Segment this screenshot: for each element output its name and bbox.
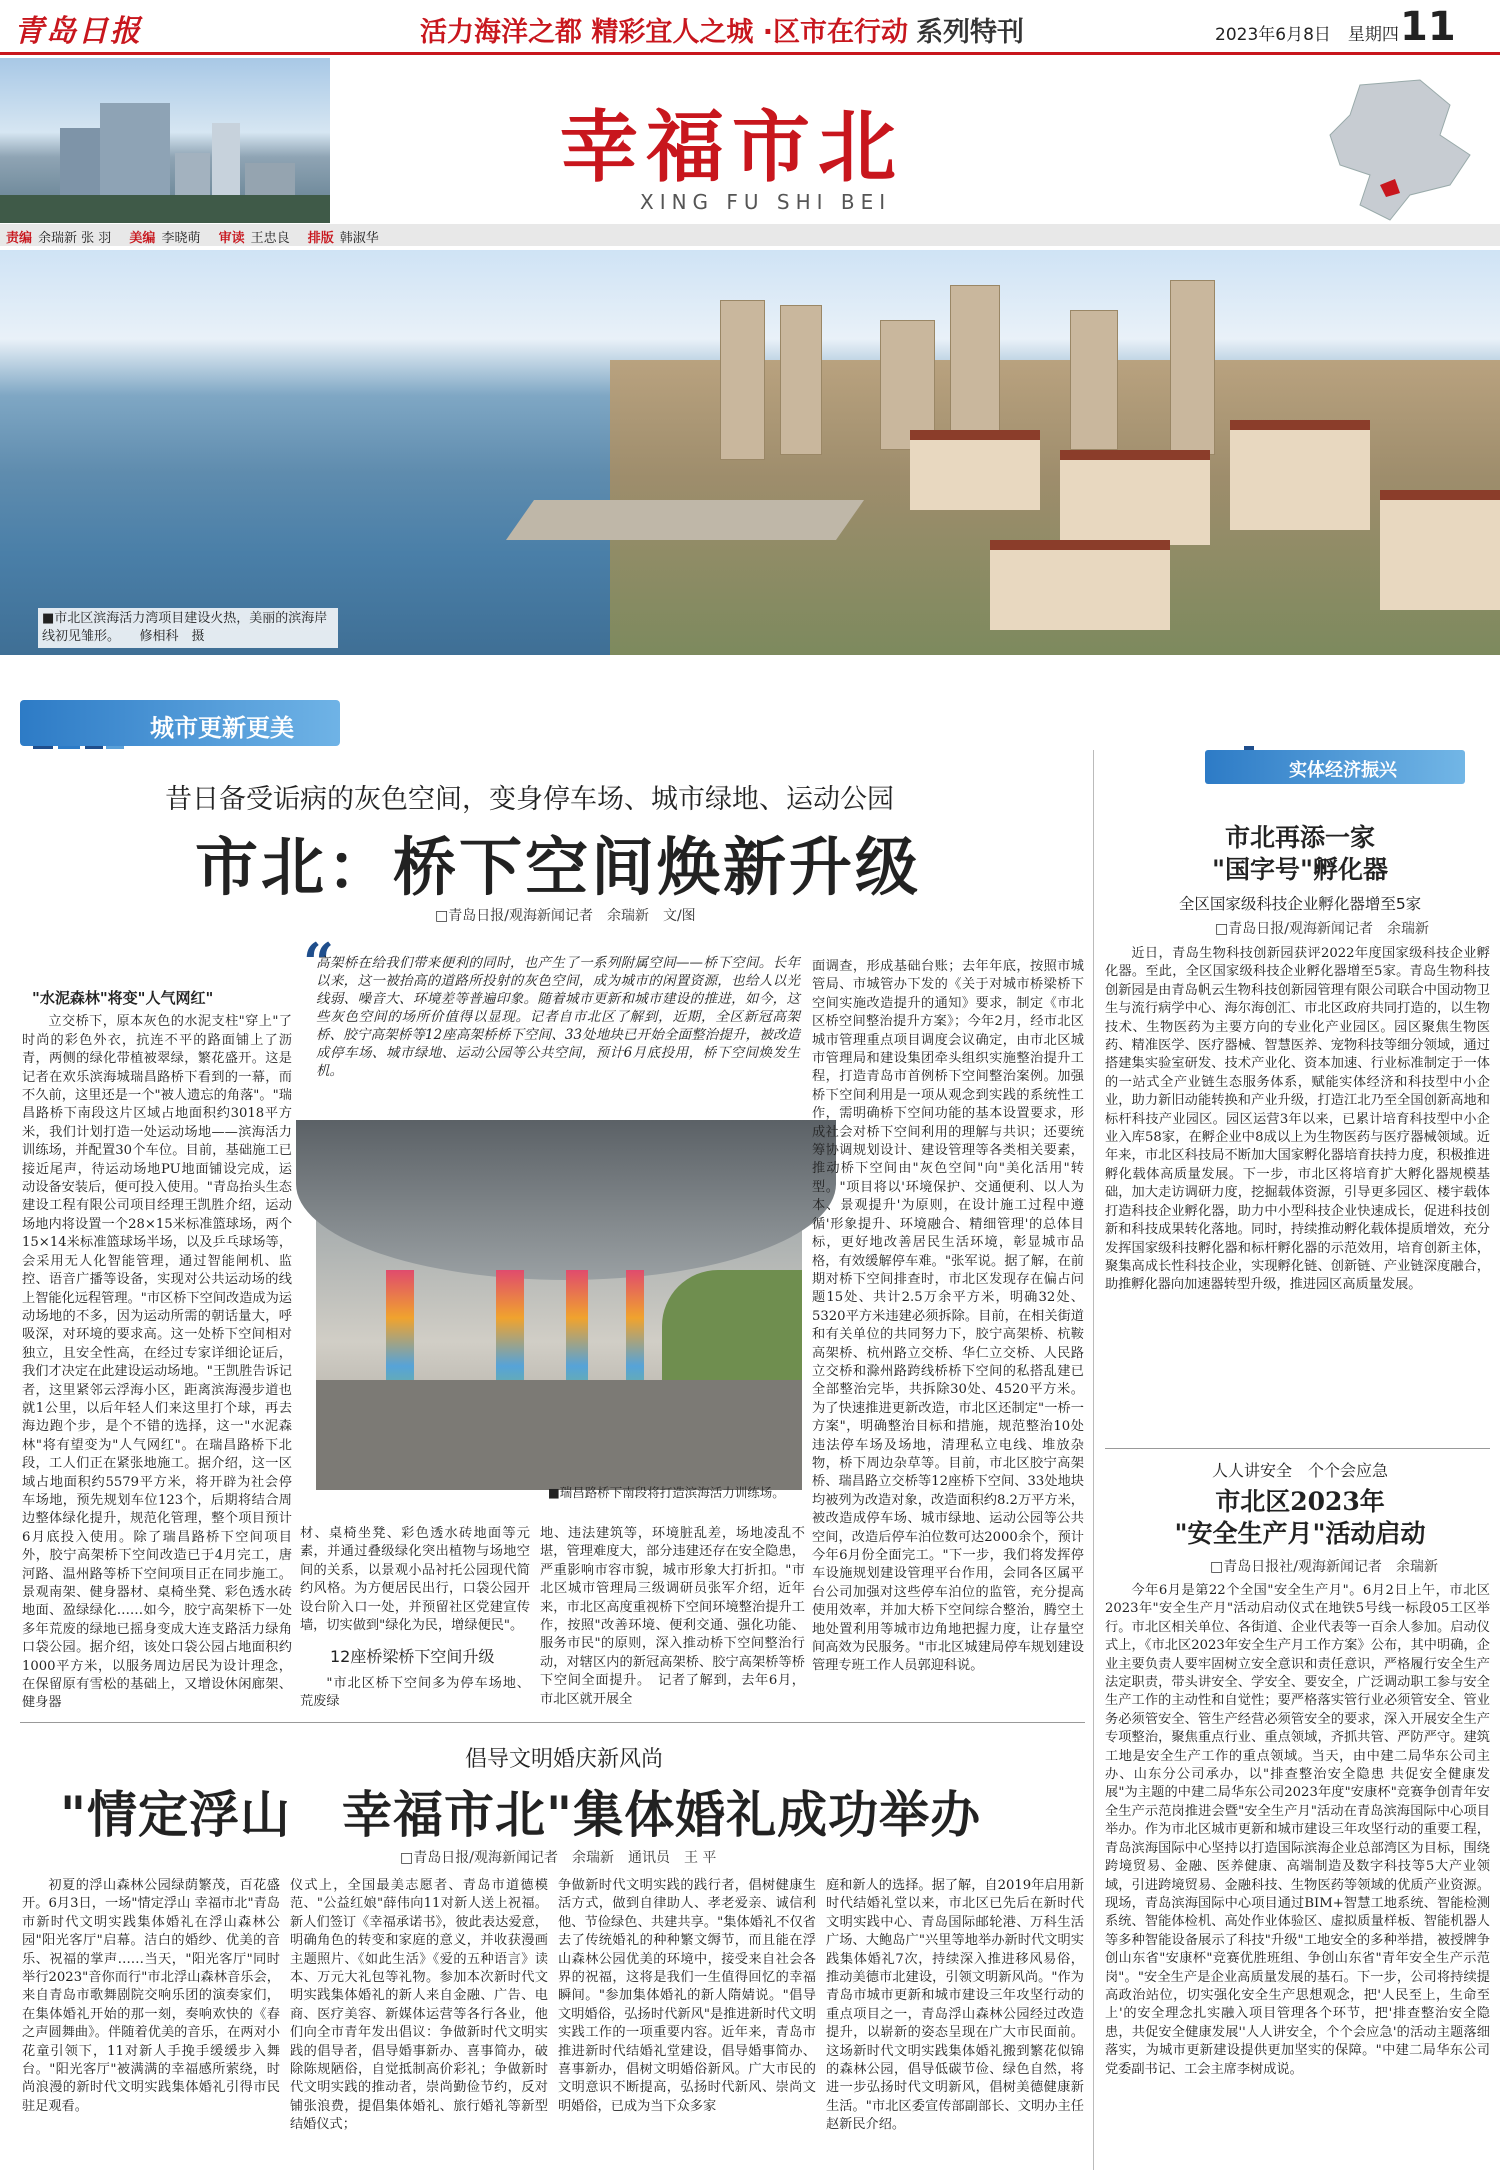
lead-col1-subtitle: "水泥森林"将变"人气网红" <box>32 989 214 1007</box>
section-title: 幸福市北 <box>560 102 905 193</box>
qingdao-map-icon <box>1300 75 1490 225</box>
credit-name: 余瑞新 张 羽 <box>38 231 112 246</box>
lead-col4-text: 面调查，形成基础台账；去年年底，按照市城管局、市城管办下发的《关于对城市桥梁桥下空间实施改造提升的通知》要求，制定《市北区桥空间整治提升方案》；今年2月，经市北区城市管理重点项目调度会议确定，由市北区城市管理局和建设集团牵头组织实施整治提升工程，打造青岛市首例桥下空间整治案例。加强桥下空间利用是一项从观念到实践的系统性工作，需明确桥下空间功能的基本设置要求，形成社会对桥下空间利用的理解与共识；还要统筹协调规划设计、建设管理等各类相关要素，推动桥下空间由"灰色空间"向"美化活用"转型。"项目将以'环境保护、交通便利、以人为本、景观提升'为原则，在设计施工过程中遵循'形象提升、环境融合、精细管理'的总体目标，更好地改善居民生活环境，彰显城市品格，有效缓解停车难。"张军说。据了解，在前期对桥下空间排查时，市北区发现存在偏占问题15处、共计2.5万余平方米，明确32处、5320平方米违建必须拆除。目前，在相关街道和有关单位的共同努力下，胶宁高架桥、杭鞍高架桥、杭州路立交桥、华仁立交桥、人民路立交桥和滁州路跨线桥桥下空间的私搭乱建已全部整治完毕，共拆除30处、4520平方米。为了快速推进更新改造，市北区还制定"一桥一方案"，明确整治目标和措施，规范整治10处违法停车场及场地，清理私立电线、堆放杂物，桥下周边杂草等。目前，市北区胶宁高架桥、瑞昌路立交桥等12座桥下空间、33处地块均被列为改造对象，改造面积约8.2万平方米，被改造成停车场、城市绿地、运动公园等公共空间，改造后停车泊位数可达2000余个，预计今年6月份全面完工。"下一步，我们将发挥停车设施规划建设管理平台作用，会同各区属平台公司加强对这些停车泊位的监管，充分提高使用效率，并加大桥下空间综合整治，腾空土地处置利用等城市边角地把握力度，让存量空间高效为民服务。"市北区城建局停车规划建设管理专班工作人员郭迎科说。 <box>812 959 1084 1674</box>
wedding-col4-text: 庭和新人的选择。据了解，自2019年启用新时代结婚礼堂以来，市北区已先后在新时代文明实践中心、青岛国际邮轮港、万科生活广场、大鲍岛广"兴里等地举办新时代文明实践集体婚礼7次，持续深入推进移风易俗，推动美德市北建设，引领文明新风尚。"作为青岛市城市更新和城市建设三年攻坚行动的重点项目之一，青岛浮山森林公园经过改造提升，以崭新的姿态呈现在广大市民面前。这场新时代文明实践集体婚礼搬到繁花似锦的森林公园，倡导低碳节俭、绿色自然，将进一步弘扬时代文明新风，倡树美德健康新生活。"市北区委宣传部副部长、文明办主任赵新民介绍。 <box>826 1878 1084 2133</box>
side2-headline-line1: 市北区2023年 <box>1215 1487 1385 1516</box>
lead-col2-text: 材、桌椅坐凳、彩色透水砖地面等元素，并通过叠级绿化突出植物与场地空间的关系，以景观小品衬托公园现代简约风格。为方便居民出行，口袋公园开设台阶入口一处，并预留社区党建宣传墙，切实做到"绿化为民，增绿便民"。 <box>300 1526 530 1634</box>
wedding-col2-text: 仪式上，全国最美志愿者、青岛市道德模范、"公益红娘"薛伟向11对新人送上祝福。新人们签订《幸福承诺书》，彼此表达爱意，明确角色的转变和家庭的意义，并收获漫画主题照片、《如此生活》《爱的五种语言》读本、万元大礼包等礼物。参加本次新时代文明实践集体婚礼的新人来自金融、广告、电商、医疗美容、新媒体运营等各行各业，他们向全市青年发出倡议：争做新时代文明实践的倡导者，倡导婚事新办、喜事简办，破除陈规陋俗，自觉抵制高价彩礼；争做新时代文明实践的推动者，崇尚勤俭节约，反对铺张浪费，提倡集体婚礼、旅行婚礼等新型结婚仪式； <box>290 1878 548 2133</box>
side1-body <box>1105 945 1490 1440</box>
issue-date: 2023年6月8日 星期四 <box>1215 25 1399 45</box>
hero-caption: ■市北区滨海活力湾项目建设火热，美丽的滨海岸线初见雏形。 修相科 摄 <box>38 608 338 648</box>
wedding-column-2 <box>290 1877 548 2170</box>
side1-subhead: 全区国家级科技企业孵化器增至5家 <box>1178 895 1422 913</box>
lead-intro-quote <box>300 954 800 1084</box>
wedding-column-4 <box>826 1877 1084 2170</box>
lead-headline: 市北：桥下空间焕新升级 <box>195 830 921 904</box>
wedding-headline: "情定浮山 幸福市北"集体婚礼成功举办 <box>60 1785 982 1844</box>
wedding-column-3 <box>558 1877 816 2170</box>
side2-byline: □青岛日报社/观海新闻记者 余瑞新 <box>1210 1559 1438 1575</box>
side1-body-text: 近日，青岛生物科技创新园获评2022年度国家级科技企业孵化器。至此，全区国家级科技企业孵化器增至5家。青岛生物科技创新园是由青岛帆云生物科技创新园管理有限公司联合中国动物卫生与流行病学中心、海尔海创汇、市北区政府共同打造的，以生物技术、生物医药为主要方向的专业化产业园区。园区聚焦生物医药、精准医学、医疗器械、智慧医养、宠物科技等细分领域，通过搭建集实验室研发、技术产业化、资本加速、行业标准制定于一体的一站式全产业链生态服务体系，赋能实体经济和科技型中小企业，助力新旧动能转换和产业升级，打造江北乃至全国创新高地和标杆科技产业园区。园区运营3年以来，已累计培育科技型中小企业入库58家，在孵企业中8成以上为生物医药与医疗器械领域。近年来，市北区科技局不断加大国家孵化器培育扶持力度，积极推进孵化载体高质量发展。下一步，市北区将培育扩大孵化器规模基础，加大走访调研力度，挖掘载体资源，引导更多园区、楼宇载体打造科技企业孵化器，助力中小型科技企业快速成长，促进科技创新和科技成果转化落地。同时，持续推动孵化载体提质增效，充分发挥国家级科技孵化器和标杆孵化器的示范效用，培育创新主体，聚集高成长性科技企业，实现孵化链、创新链、产业链深度融合，助推孵化器向加速器转型升级，推进园区高质量发展。 <box>1105 946 1490 1293</box>
wedding-byline: □青岛日报/观海新闻记者 余瑞新 通讯员 王 平 <box>400 1850 717 1866</box>
wedding-col1-text: 初夏的浮山森林公园绿荫繁茂，百花盛开。6月3日，一场"情定浮山 幸福市北"青岛市新时代文明实践集体婚礼在浮山森林公园"阳光客厅"启幕。洁白的婚纱、优美的音乐、祝福的掌声……当天，"阳光客厅"同时举行2023"音你而行"市北浮山森林音乐会，来自青岛市歌舞剧院交响乐团的演奏家们，在集体婚礼开始的那一刻，奏响欢快的《春之声圆舞曲》。伴随着优美的音乐，在两对小花童引领下，11对新人手挽手缓缓步入舞台。"阳光客厅"被满满的幸福感所萦绕，时尚浪漫的新时代文明实践集体婚礼引得市民驻足观看。 <box>22 1878 280 2114</box>
lead-subhead: 昔日备受诟病的灰色空间，变身停车场、城市绿地、运动公园 <box>165 784 894 815</box>
section-pinyin: XING FU SHI BEI <box>640 190 892 214</box>
lead-column-1 <box>22 983 292 1711</box>
side1-headline-line2: "国字号"孵化器 <box>1211 855 1389 884</box>
section-label-economy: 实体经济振兴 <box>1205 750 1465 784</box>
sidebar-divider <box>1105 1448 1490 1449</box>
wedding-col3-text: 争做新时代文明实践的践行者，倡树健康生活方式，做到自律助人、孝老爱亲、诚信利他、节俭绿色、共建共享。"集体婚礼不仅省去了传统婚礼的种种繁文缛节，而且能在浮山森林公园优美的环境中，接受来自社会各界的祝福，这将是我们一生值得回忆的幸福瞬间。"参加集体婚礼的新人隋婧说。"倡导文明婚俗，弘扬时代新风"是推进新时代文明实践工作的一项重要内容。近年来，青岛市推进新时代结婚礼堂建设，倡导婚事简办、喜事新办，倡树文明婚俗新风。广大市民的文明意识不断提高，弘扬时代新风、崇尚文明婚俗，已成为当下众多家 <box>558 1878 816 2114</box>
credit-role: 审读 <box>218 231 245 246</box>
lead-col3-text: 地、违法建筑等，环境脏乱差，场地凌乱不堪，管理难度大，部分违建还存在安全隐患，严重影响市容市貌，城市形象大打折扣。"市北区城市管理局三级调研员张军介绍，近年来，市北区高度重视桥下空间环境整治提升工作，按照"改善环境、便利交通、强化功能、服务市民"的原则，深入推动桥下空间整治行动，对辖区内的新冠高架桥、胶宁高架桥等桥下空间全面提升。 记者了解到，去年6月，市北区就开展全 <box>540 1526 805 1707</box>
credit-role: 美编 <box>129 231 156 246</box>
side2-headline-line2: "安全生产月"活动启动 <box>1174 1519 1426 1548</box>
lead-col2-subtitle: 12座桥梁桥下空间升级 <box>330 1647 495 1666</box>
newspaper-logo: 青岛日报 <box>14 14 142 49</box>
side2-kicker: 人人讲安全 个个会应急 <box>1211 1461 1388 1480</box>
side1-headline-line1: 市北再添一家 <box>1224 823 1375 852</box>
credit-role: 责编 <box>6 231 33 246</box>
bridge-photo-caption: ■瑞昌路桥下南段将打造滨海活力训练场。 <box>548 1485 785 1500</box>
lead-column-4 <box>812 958 1084 1713</box>
lead-col1-text: 立交桥下，原本灰色的水泥支柱"穿上"了时尚的彩色外衣，抗连不平的路面铺上了沥青，两侧的绿化带植被翠绿，繁花盛开。这是记者在欢乐滨海城瑞昌路桥下看到的一幕，而不久前，这里还是一个"被人遗忘的角落"。"瑞昌路桥下南段这片区域占地面积约3018平方米，我们计划打造一处运动场地——滨海活力训练场，并配置30个车位。目前，基础施工已接近尾声，待运动场地PU地面铺设完成，运动设备安装后，便可投入使用。"青岛抬头生态建设工程有限公司项目经理王凯胜介绍，运动场地内将设置一个28×15米标准篮球场，两个15×14米标准篮球场半场，以及乒乓球场等，会采用无人化智能管理，通过智能闸机、监控、语音广播等设备，实现对公共运动场的线上智能化远程管理。"市区桥下空间改造成为运动场地的不多，因为运动所需的朝话量大，呼吸深，对环境的要求高。这一处桥下空间相对独立，且安全性高，在经过专家详细论证后，我们才决定在此建设运动场地。"王凯胜告诉记者，这里紧邻云浮海小区，距离滨海漫步道也就1公里，以后年轻人们来这里打个球，再去海边跑个步，是个不错的选择，这一"水泥森林"将有望变为"人气网红"。在瑞昌路桥下北段，工人们正在紧张地施工。据介绍，这一区域占地面积约5579平方米，将开辟为社会停车场地，预先规划车位123个，后期将结合周边整体绿化提升，规范化管理，整个项目预计6月底投入使用。除了瑞昌路桥下空间项目外，胶宁高架桥下空间改造已于4月完工，唐河路、温州路等桥下空间项目正在同步施工。景观南架、健身器材、桌椅坐凳、彩色透水砖地面、盈绿绿化……如今，胶宁高架桥下一处多年荒废的绿地已摇身变成大连支路活力绿角口袋公园。据介绍，该处口袋公园占地面积约1000平方米，以服务周边居民为设计理念，在保留原有雪松的基础上，又增设休闲廊架、健身器 <box>22 1014 292 1711</box>
lead-byline: □青岛日报/观海新闻记者 余瑞新 文/图 <box>435 908 696 924</box>
section-label-city-renewal: 城市更新更美 <box>20 700 340 746</box>
page-number: 11 <box>1400 4 1456 50</box>
masthead-divider <box>0 52 1500 55</box>
side1-byline: □青岛日报/观海新闻记者 余瑞新 <box>1215 921 1429 937</box>
credit-role: 排版 <box>307 231 334 246</box>
credit-name: 李晓萌 <box>161 231 201 246</box>
waterfront-hero-photo <box>0 250 1500 655</box>
lead-intro-text: 高架桥在给我们带来便利的同时，也产生了一系列附属空间——桥下空间。长年以来，这一被抬高的道路所投射的灰色空间，成为城市的闲置资源，也给人以光线弱、噪音大、环境差等普遍印象。随着城市更新和城市建设的推进，如今，这些灰色空间的场所价值得以显现。记者自市北区了解到，近期，全区新冠高架桥、胶宁高架桥等12座高架桥桥下空间、33处地块已开始全面整治提升，被改造成停车场、城市绿地、运动公园等公共空间，预计6月底投用，桥下空间焕发生机。 <box>316 955 800 1079</box>
series-gray-text: 系列特刊 <box>916 17 1025 48</box>
lead-column-2b <box>300 1675 530 1715</box>
side2-body <box>1105 1582 1490 2170</box>
lead-col2b-text: "市北区桥下空间多为停车场地、荒废绿 <box>300 1676 530 1710</box>
series-red-text: 活力海洋之都 精彩宜人之城 ·区市在行动 <box>420 17 909 48</box>
editor-credits <box>0 224 1500 246</box>
city-skyline-photo <box>0 58 330 223</box>
side2-body-text: 今年6月是第22个全国"安全生产月"。6月2日上午，市北区2023年"安全生产月"活动启动仪式在地铁5号线一标段05工区举行。市北区相关单位、各街道、企业代表等一百余人参加。启动仪式上，《市北区2023年安全生产月工作方案》公布，其中明确，企业主要负责人要牢固树立安全意识和责任意识，严格履行安全生产法定职责，带头讲安全、学安全、要安全，广泛调动职工参与安全生产工作的主动性和自觉性；要严格落实管行业必须管安全、管业务必须管安全、管生产经营必须管安全的要求，深入开展安全生产专项整治，聚焦重点行业、重点领域，齐抓共管、严防严守。建筑工地是安全生产工作的重点领域。当天，由中建二局华东公司主办、山东分公司承办，以"排查整治安全隐患 共促安全健康发展"为主题的中建二局华东公司2023年度"安康杯"竞赛争创青年安全生产示范岗推进会暨"安全生产月"活动在青岛滨海国际中心项目举办。作为市北区城市更新和城市建设三年攻坚行动的重要工程，青岛滨海国际中心坚持以打造国际滨海企业总部湾区为目标，围绕跨境贸易、金融、医养健康、高端制造及数字科技等5大产业领域，引进跨境贸易、金融科技、生物医药等领域的优质产业资源。现场，青岛滨海国际中心项目通过BIM+智慧工地系统、智能检测系统、智能体检机、高处作业体验区、虚拟质量样板、智能机器人等多种智能设备展示了科技"升级"工地安全的多种举措，被授牌争创山东省"安康杯"竞赛优胜班组、争创山东省"青年安全生产示范岗"。"安全生产是企业高质量发展的基石。下一步，公司将持续提高政治站位，切实强化安全生产思想观念，把'人民至上，生命至上'的安全理念扎实融入项目管理各个环节，把'排查整治安全隐患，共促安全健康发展''人人讲安全，个个会应急'的活动主题落细落实，为城市更新建设提供更加坚实的保障。"中建二局华东公司党委副书记、工会主席李树成说。 <box>1105 1583 1490 2077</box>
credit-name: 王忠良 <box>250 231 290 246</box>
wedding-column-1 <box>22 1877 280 2170</box>
column-divider <box>1093 750 1094 2170</box>
bridge-underpass-photo <box>316 1120 802 1490</box>
article-divider <box>20 1722 1085 1723</box>
lead-column-3 <box>540 1525 805 1710</box>
credit-name: 韩淑华 <box>339 231 379 246</box>
quote-mark-icon: “ <box>303 931 335 995</box>
wedding-subhead: 倡导文明婚庆新风尚 <box>465 1747 664 1772</box>
series-banner <box>420 10 1024 49</box>
